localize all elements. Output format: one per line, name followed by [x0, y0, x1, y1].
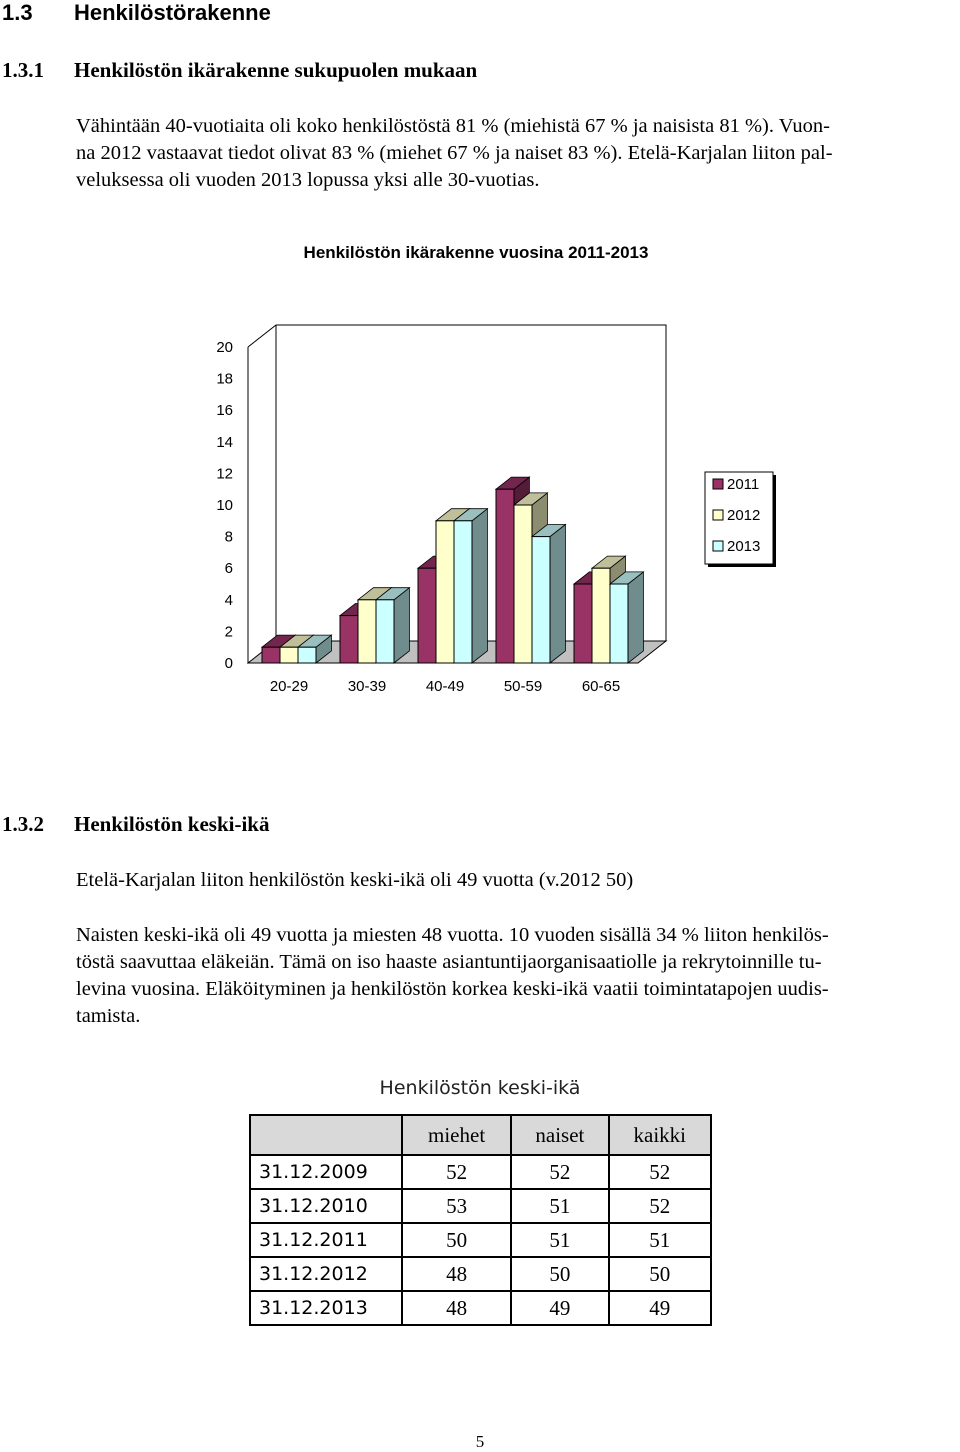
- paragraph-line: tamista.: [76, 1005, 141, 1027]
- subsection-number-2: 1.3.2: [2, 812, 44, 836]
- bar-2013-50-59: [532, 537, 550, 663]
- table-header-row: [250, 1115, 711, 1155]
- average-age-paragraph-1: [76, 867, 954, 894]
- y-tick-label: 8: [224, 528, 233, 546]
- bar-2011-50-59: [496, 489, 514, 663]
- bar-2013-60-65: [610, 584, 628, 663]
- table-row: [250, 1257, 711, 1291]
- x-tick-label: 60-65: [581, 678, 621, 695]
- legend-swatch: [713, 510, 723, 520]
- bar-2013-40-49: [454, 521, 472, 663]
- paragraph-line: töstä saavuttaa eläkeiän. Tämä on iso haaste asiantuntijaorganisaatiolle ja rekrytoinnille tu-: [76, 951, 822, 973]
- paragraph-line: Etelä-Karjalan liiton henkilöstön keski-ikä oli 49 vuotta (v.2012 50): [76, 869, 634, 891]
- y-tick-label: 0: [224, 655, 233, 672]
- table-cell: 49: [609, 1291, 711, 1325]
- table-cell: 50: [402, 1223, 511, 1257]
- table-cell: 48: [402, 1257, 511, 1291]
- legend-label: 2012: [727, 507, 761, 524]
- subsection-title-2: Henkilöstön keski-ikä: [74, 812, 270, 836]
- table-caption: Henkilöstön keski-ikä: [379, 1077, 581, 1099]
- subsection-title-1: Henkilöstön ikärakenne sukupuolen mukaan: [74, 58, 478, 82]
- bar-2012-60-65: [592, 568, 610, 663]
- y-tick-label: 18: [216, 370, 233, 388]
- y-tick-label: 14: [216, 433, 233, 451]
- y-tick-label: 20: [216, 339, 233, 356]
- table-cell: 50: [609, 1257, 711, 1291]
- bar-2011-40-49: [418, 568, 436, 663]
- y-tick-label: 4: [224, 591, 233, 609]
- table-row: [250, 1155, 711, 1189]
- x-tick-label: 30-39: [347, 678, 387, 695]
- bar-2012-40-49: [436, 521, 454, 663]
- bar-2013-20-29: [298, 647, 316, 663]
- table-cell-date: 31.12.2010: [250, 1189, 402, 1223]
- table-cell: 48: [402, 1291, 511, 1325]
- table-header-cell: kaikki: [609, 1115, 711, 1155]
- y-tick-label: 12: [216, 465, 233, 483]
- x-tick-label: 50-59: [503, 678, 543, 695]
- table-cell: 49: [511, 1291, 608, 1325]
- table-header-cell: naiset: [511, 1115, 608, 1155]
- section-number: 1.3: [2, 0, 33, 25]
- subsection-number-1: 1.3.1: [2, 58, 44, 82]
- bar-side: [628, 572, 643, 663]
- subsection-heading-2: [2, 812, 269, 837]
- intro-line: Vähintään 40-vuotiaita oli koko henkilöstöstä 81 % (miehistä 67 % ja naisista 81 %). Vuon-: [76, 115, 830, 137]
- table-cell: 52: [402, 1155, 511, 1189]
- bar-2012-30-39: [358, 600, 376, 663]
- x-tick-label: 20-29: [269, 678, 309, 695]
- table-cell: 51: [511, 1223, 608, 1257]
- bar-2013-30-39: [376, 600, 394, 663]
- y-tick-label: 6: [224, 560, 233, 578]
- bar-2011-30-39: [340, 616, 358, 663]
- chart-title: Henkilöstön ikärakenne vuosina 2011-2013: [303, 243, 649, 262]
- legend-label: 2011: [727, 476, 760, 493]
- bar-2012-20-29: [280, 647, 298, 663]
- average-age-table: [249, 1114, 712, 1326]
- table-header-cell: miehet: [402, 1115, 511, 1155]
- legend-swatch: [713, 541, 723, 551]
- bar-2011-60-65: [574, 584, 592, 663]
- table-cell-date: 31.12.2009: [250, 1155, 402, 1189]
- section-title: Henkilöstörakenne: [74, 0, 271, 25]
- table-cell-date: 31.12.2011: [250, 1223, 402, 1257]
- table-cell: 51: [511, 1189, 608, 1223]
- intro-line: veluksessa oli vuoden 2013 lopussa yksi alle 30-vuotias.: [76, 169, 540, 191]
- paragraph-line: levina vuosina. Eläköityminen ja henkilöstön korkea keski-ikä vaatii toimintatapojen uudis-: [76, 978, 829, 1000]
- y-tick-label: 10: [216, 497, 233, 514]
- y-tick-label: 2: [224, 623, 233, 641]
- table-cell: 53: [402, 1189, 511, 1223]
- table-header-cell: [250, 1115, 402, 1155]
- table-cell: 51: [609, 1223, 711, 1257]
- table-row: [250, 1291, 711, 1325]
- bar-side: [472, 509, 487, 663]
- bar-2011-20-29: [262, 647, 280, 663]
- legend-swatch: [713, 479, 723, 489]
- table-cell: 52: [511, 1155, 608, 1189]
- table-cell: 52: [609, 1155, 711, 1189]
- table-cell: 50: [511, 1257, 608, 1291]
- intro-line: na 2012 vastaavat tiedot olivat 83 % (miehet 67 % ja naiset 83 %). Etelä-Karjalan liiton pal-: [76, 142, 833, 164]
- bar-2012-50-59: [514, 505, 532, 663]
- bar-side: [550, 525, 565, 664]
- y-tick-label: 16: [216, 402, 233, 420]
- paragraph-line: Naisten keski-ikä oli 49 vuotta ja miesten 48 vuotta. 10 vuoden sisällä 34 % liiton henkilös-: [76, 924, 829, 946]
- table-cell: 52: [609, 1189, 711, 1223]
- table-row: [250, 1189, 711, 1223]
- bar-side: [394, 588, 409, 663]
- table-cell-date: 31.12.2013: [250, 1291, 402, 1325]
- table-row: [250, 1223, 711, 1257]
- page-number: 5: [475, 1432, 485, 1451]
- x-tick-label: 40-49: [425, 678, 465, 695]
- legend-label: 2013: [727, 538, 761, 555]
- table-cell-date: 31.12.2012: [250, 1257, 402, 1291]
- average-age-paragraph-2: [76, 922, 954, 1030]
